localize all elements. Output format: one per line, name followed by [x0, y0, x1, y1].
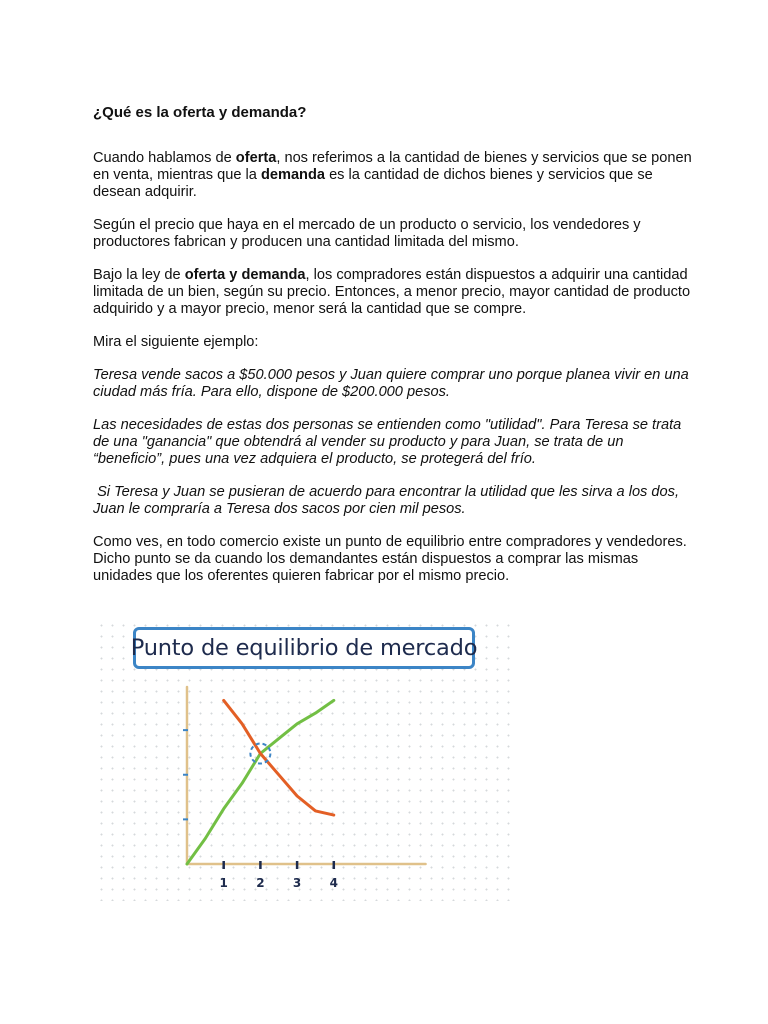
paragraph-acuerdo: Si Teresa y Juan se pusieran de acuerdo para encontrar la utilidad que les sirva a los dos, Juan le compraría a Teresa dos sacos por cien mil pesos. — [93, 484, 684, 517]
x-tick-label: 2 — [256, 876, 265, 890]
text-run: , nos referimos a la cantidad de bienes y servicios que se ponen en venta, mientras que la — [93, 150, 692, 183]
bold-term-demanda: demanda — [260, 167, 326, 183]
text-run: es la cantidad de dichos bienes y servicios que se desean adquirir. — [93, 167, 653, 200]
paragraph-ejemplo-intro: Mira el siguiente ejemplo: — [93, 334, 259, 350]
bold-term-oferta-demanda: oferta y demanda — [184, 267, 306, 283]
x-tick-label: 4 — [329, 876, 338, 890]
x-tick-label: 1 — [219, 876, 228, 890]
text-run: Bajo la ley de — [93, 267, 185, 283]
paragraph-precio: Según el precio que haya en el mercado de un producto o servicio, los vendedores y productores fabrican y producen una cantidad limitada del mismo. — [93, 217, 641, 250]
paragraph-utilidad: Las necesidades de estas dos personas se entienden como "utilidad". Para Teresa se trata de una "ganancia" que obtendrá al vender su producto y para Juan, se trata de un “beneficio”, pues una vez adquiera el producto, se protegerá del frío. — [93, 417, 682, 467]
document-heading: ¿Qué es la oferta y demanda? — [93, 104, 307, 121]
paragraph-ley — [93, 267, 693, 318]
chart-svg — [93, 617, 511, 901]
paragraph-definitions — [93, 150, 693, 201]
document-page — [93, 104, 693, 601]
supply-curve — [187, 700, 334, 864]
x-tick-label: 3 — [292, 876, 302, 890]
text-run: Cuando hablamos de — [93, 150, 236, 166]
equilibrium-chart-figure — [93, 617, 511, 901]
bold-term-oferta: oferta — [235, 150, 277, 166]
paragraph-ejemplo-teresa: Teresa vende sacos a $50.000 pesos y Juan quiere comprar uno porque planea vivir en una ciudad más fría. Para ello, dispone de $200.000 pesos. — [93, 367, 689, 400]
text-run: , los compradores están dispuestos a adquirir una cantidad limitada de un bien, según su precio. Entonces, a menor precio, mayor cantidad de producto adquirido y a mayor precio, menor será la cantidad que se compre. — [93, 267, 691, 317]
chart-title: Punto de equilibrio de mercado — [130, 635, 478, 661]
demand-curve — [224, 700, 334, 815]
paragraph-equilibrio: Como ves, en todo comercio existe un punto de equilibrio entre compradores y vendedores. Dicho punto se da cuando los demandantes están dispuestos a comprar las mismas unidades que los oferentes quieren fabricar por el mismo precio. — [93, 534, 687, 584]
